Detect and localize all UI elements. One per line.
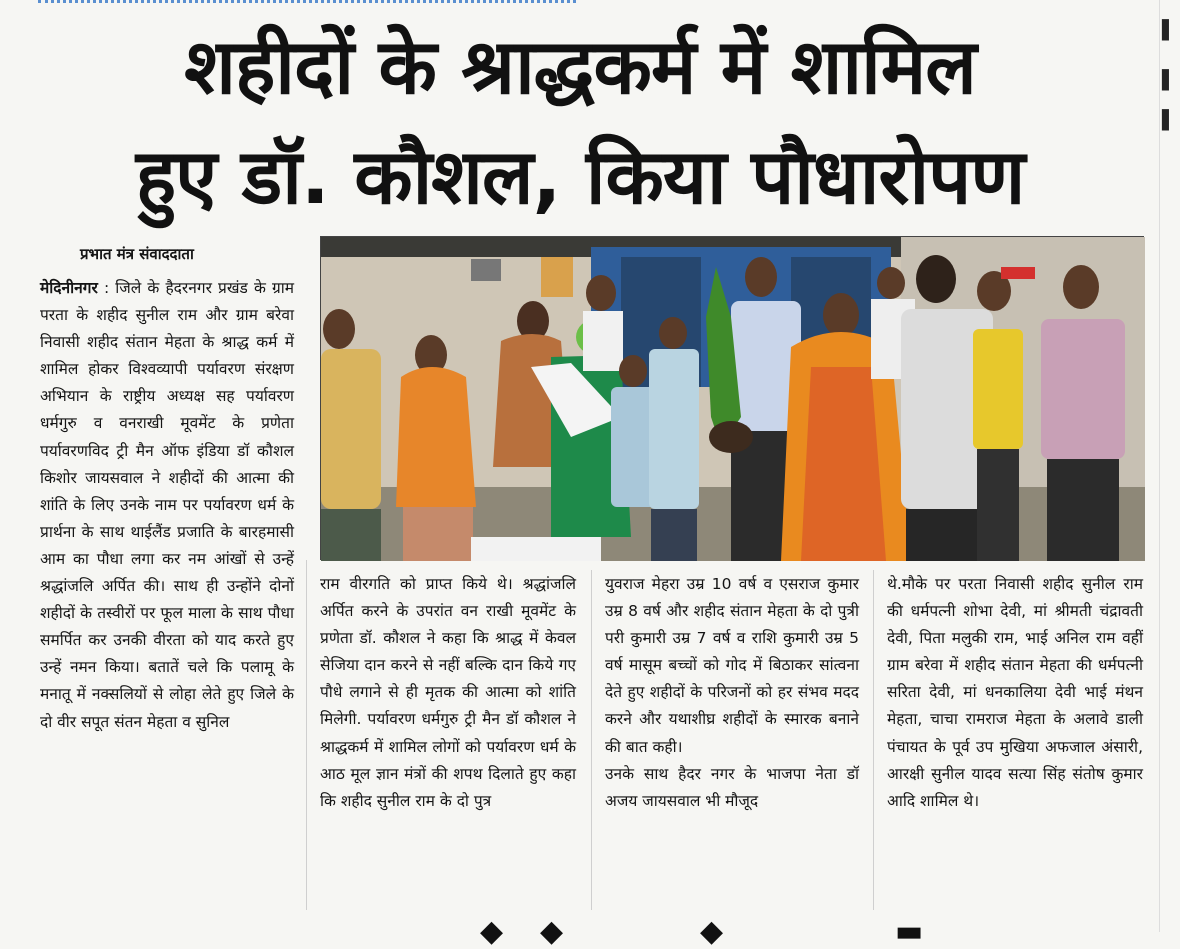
column-3-text-continued: उनके साथ हैदर नगर के भाजपा नेता डॉ अजय जायसवाल भी मौजूद: [605, 764, 859, 810]
column-4-text: थे.मौके पर परता निवासी शहीद सुनील राम की धर्मपत्नी शोभा देवी, मां श्रीमती चंद्रावती देवी, पिता मलुकी राम, भाई अनिल राम वहीं ग्राम बरेवा में शहीद संतान मेहता की धर्मपत्नी सरिता देवी, मां धनकालिया देवी भाई मंथन मेहता, चाचा रामराज मेहता के अलावे डाली पंचायत के पूर्व उप मुखिया अफजाल अंसारी, आरक्षी सुनील यादव सत्या सिंह संतोष कुमार आदि शामिल थे।: [887, 575, 1143, 810]
article-column-4: [887, 571, 1143, 815]
next-article-cropped: ◆ ◆ ◆ ▬: [480, 914, 924, 949]
column-2-text: राम वीरगति को प्राप्त किये थे। श्रद्धांजलि अर्पित करने के उपरांत वन राखी मूवमेंट के प्रणेता डॉ. कौशल ने कहा कि श्राद्ध में केवल सेजिया दान करने से नहीं बल्कि दान किये गए पौधे लगाने से ही मृतक की आत्मा को शांति मिलेगी. पर्यावरण धर्मगुरु ट्री मैन डॉ कौशल ने श्राद्धकर्म में शामिल लोगों को पर्यावरण धर्म के आठ मूल ज्ञान मंत्रों की शपथ दिलाते हुए कहा कि शहीद सुनील राम के दो पुत्र: [320, 575, 576, 810]
top-dotted-rule: [38, 0, 576, 9]
column-3-text: युवराज मेहरा उम्र 10 वर्ष व एसराज कुमार उम्र 8 वर्ष और शहीद संतान मेहता के दो पुत्री परी कुमारी उम्र 7 वर्ष व राशि कुमारी उम्र 5 वर्ष मासूम बच्चों को गोद में बिठाकर सांत्वना देते हुए शहीदों के परिजनों को हर संभव मदद करने और यथाशीघ्र शहीदों के स्मारक बनाने की बात कही।: [605, 575, 859, 756]
column-divider: [591, 570, 592, 910]
news-photo: [320, 236, 1144, 560]
column-divider: [306, 560, 307, 910]
headline-line-2: हुए डॉ. कौशल, किया पौधारोपण: [135, 132, 1025, 221]
article-column-3: [605, 571, 859, 815]
adjacent-column-cropped: ▌ ▌ ▌: [1159, 0, 1180, 932]
column-divider: [873, 570, 874, 910]
article-column-1: [40, 275, 294, 736]
headline-line-1: शहीदों के श्राद्धकर्म में शामिल: [184, 22, 976, 111]
article-column-2: [320, 571, 576, 815]
photo-planting-ceremony: [321, 237, 1145, 561]
byline: प्रभात मंत्र संवाददाता: [80, 245, 194, 263]
dateline: मेदिनीनगर: [40, 279, 98, 297]
column-1-text: : जिले के हैदरनगर प्रखंड के ग्राम परता के शहीद सुनील राम और ग्राम बरेवा निवासी शहीद संतान मेहता के श्राद्ध कर्म में शामिल होकर विश्वव्यापी पर्यावरण संरक्षण अभियान के राष्ट्रीय अध्यक्ष सह पर्यावरण धर्मगुरु व वनराखी मूवमेंट के प्रणेता पर्यावरणविद ट्री मैन ऑफ इंडिया डॉ कौशल किशोर जायसवाल ने शहीदों की आत्मा की शांति के लिए उनके नाम पर पर्यावरण धर्म के प्रार्थना के साथ थाईलैंड प्रजाति के बारहमासी आम का पौधा लगा कर नम आंखों से उन्हें श्रद्धांजलि अर्पित की। साथ ही उन्होंने दोनों शहीदों के तस्वीरों पर फूल माला के साथ पौधा समर्पित कर उनकी वीरता को याद करते हुए उन्हें नमन किया। बतातें चले कि पलामू के मनातू में नक्सलियों से लोहा लेते हुए जिले के दो वीर सपूत संतन मेहता व सुनिल: [40, 279, 294, 731]
